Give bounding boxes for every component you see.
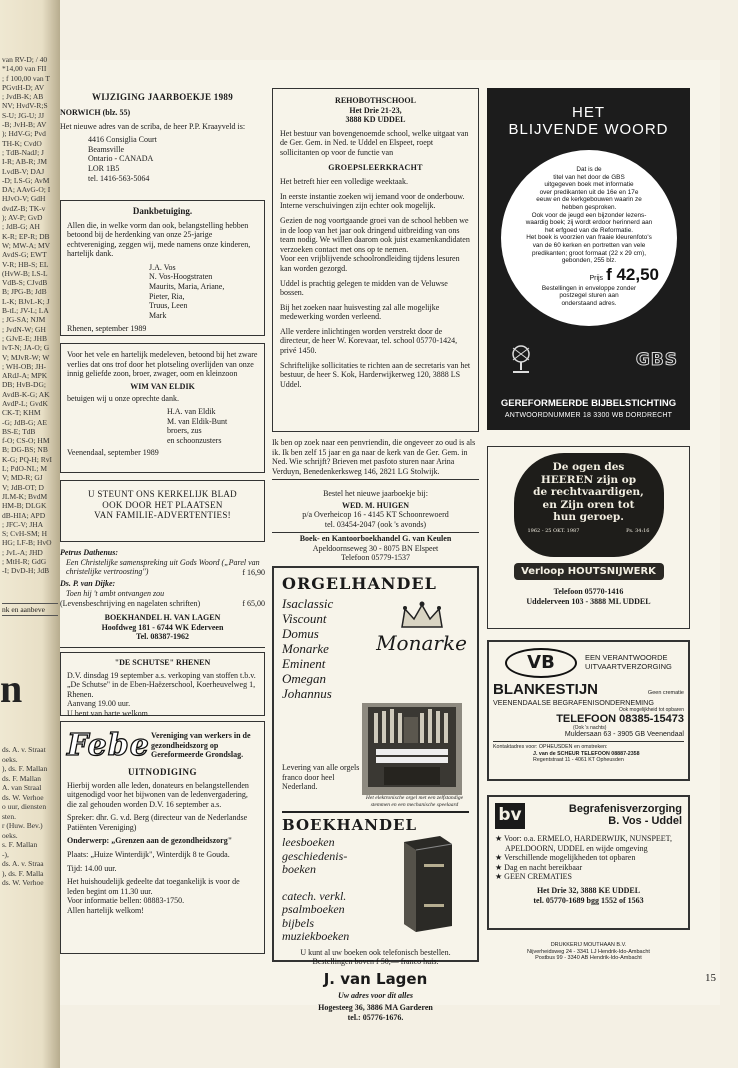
brand: Monarke: [282, 641, 329, 656]
brand: Omegan: [282, 671, 327, 686]
margin-line: ; JvdN-W; GH: [2, 324, 46, 334]
margin-line: VdB-S; CJvdB: [2, 278, 48, 288]
boeken-tel: Tel. 08387-1962: [135, 632, 190, 642]
address-line: tel. 1416-563-5064: [88, 173, 150, 183]
verse-date: 1962 - 25 OKT. 1987: [527, 527, 580, 534]
gbs-ad: [487, 88, 690, 430]
steunt-line: OOK DOOR HET PLAATSEN: [102, 499, 223, 510]
schutse-time: Aanvang 19.00 uur.: [67, 699, 131, 709]
margin-line: van RV-D; / 40: [2, 55, 48, 64]
signature-line: Mark: [149, 310, 167, 320]
margin-line: V; MJvR-W; W: [2, 352, 50, 362]
margin-line: HM-B; DLGK: [2, 501, 47, 511]
vos-ad: [487, 795, 690, 930]
margin-line: W; MW-A; MV: [2, 240, 51, 250]
brand: Johannus: [282, 686, 332, 701]
margin-line: oeks.: [2, 830, 18, 840]
signature-line: H.A. van Eldik: [167, 406, 216, 416]
margin-line: JLM-K; BvdM: [2, 491, 48, 501]
margin-line: ; JvdB-K; AB: [2, 92, 44, 102]
vos-title: Begrafenisverzorging: [568, 803, 682, 815]
signature-line: Pieter, Ria,: [149, 291, 185, 301]
signature-line: broers, zus: [167, 426, 202, 436]
book1-price: f 16,90: [242, 567, 265, 577]
febe-phone: Voor informatie bellen: 08883-1750.: [67, 896, 185, 906]
margin-tail: nk en aanbeve: [2, 603, 58, 616]
book1-desc: Een Christelijke samenspreking uit Gods Woord („Parel van christelijke vertroosting"): [66, 557, 260, 577]
printer-imprint: DRUKKERIJ MOUTHAAN B.V. Nijverheidsweg 24 - 3341 LJ Hendrik-Ido-Ambacht Postbus 99 - 3340 AB Hendrik-Ido-Ambacht: [527, 942, 650, 962]
margin-line: K-R; EP-R; DB: [2, 231, 50, 241]
newspaper-page: [60, 60, 720, 1022]
margin-line: DB; HvB-DG;: [2, 380, 46, 390]
blankestijn-phone-note: (Ook 's nachts): [573, 725, 607, 731]
eldik-place: Veenendaal, september 1989: [67, 448, 159, 458]
houtsnijwerk-tel: Telefoon 05770-1416: [553, 587, 624, 596]
margin-line: AvdS-G; EWT: [2, 250, 47, 260]
gbs-price: f 42,50: [606, 264, 659, 284]
margin-line: sten.: [2, 811, 16, 821]
orgel-delivery: Levering van alle orgels franco door heel Nederland.: [282, 763, 360, 792]
margin-line: ; JG-SA; NJM: [2, 315, 46, 325]
eldik-thanks: betuigen wij u onze oprechte dank.: [67, 394, 179, 404]
book-item: catech. verkl.: [282, 888, 347, 903]
eldik-ad: [60, 343, 265, 473]
gbs-text-line: hebben gesproken.: [561, 203, 617, 211]
margin-line: B; DG-BS; NB: [2, 445, 48, 455]
blankestijn-ad: [487, 640, 690, 781]
gbs-text-line: eeuw en de kerkgebouwen waarin ze: [536, 196, 642, 204]
margin-line: V-R; HB-S; EL: [2, 259, 49, 269]
margin-line: *14,00 van FII: [2, 64, 47, 74]
gbs-text-line: waardig boek; zij wordt erdoor herinnerd aan: [525, 219, 653, 227]
eldik-signature: [167, 407, 258, 445]
orgel-title: ORGELHANDEL: [282, 574, 437, 593]
margin-line: LvdB-V; DAJ: [2, 166, 45, 176]
vos-tel: tel. 05770-1689 bgg 1552 of 1563: [533, 895, 644, 905]
list-item: ★ Verschillende mogelijkheden tot opbaren: [495, 853, 636, 863]
margin-line: ; JvL-A; JHD: [2, 547, 43, 557]
febe-info: Het huishoudelijk gedeelte dat toegankelijk is voor de leden begint om 11.30 uur.: [67, 877, 240, 896]
margin-line: K-G; PQ-H; RvI: [2, 454, 52, 464]
signature-line: M. van Eldik-Bunt: [167, 416, 228, 426]
margin-big-letter: n: [0, 666, 23, 711]
margin-line: oeks.: [2, 754, 18, 764]
verse-line: hun geroep.: [553, 511, 624, 523]
margin-fragments: [2, 55, 58, 576]
gbs-monogram: GBS: [635, 350, 678, 370]
febe-title: UITNODIGING: [127, 767, 197, 777]
febe-spreker: Spreker: dhr. G. v.d. Berg (directeur van de Nederlandse Patiënten Vereniging): [67, 813, 248, 832]
bv-logo: bv: [495, 803, 525, 829]
blankestijn-contact2: J. van de SCHEUR TELEFOON 08887-2358: [533, 750, 640, 757]
huigen-tel: tel. 03454-2047 (ook 's avonds): [324, 519, 427, 529]
address-line: LOR 1B5: [88, 163, 120, 173]
gbs-text-line: over predikanten uit de 16e en 17e: [539, 188, 639, 196]
signature-line: en schoonzusters: [167, 435, 222, 445]
margin-line: ds. A. v. Straa: [2, 859, 44, 868]
boekhandel-title: BOEKHANDEL: [282, 811, 469, 834]
febe-tijd: Tijd: 14.00 uur.: [67, 863, 117, 873]
dank-body: Allen die, in welke vorm dan ook, belangstelling hebben betoond bij de herdenking van onze 25-jarige echtvereniging, zeggen wij, mede namens onze kinderen, hartelijk dank.: [67, 220, 251, 259]
margin-line: TH-K; CvdO: [2, 138, 42, 148]
signature-line: Maurits, Maria, Ariane,: [149, 282, 225, 292]
margin-line: -D; LS-G; AvM: [2, 175, 50, 185]
steunt-line: VAN FAMILIE-ADVERTENTIES!: [94, 510, 231, 520]
vos-addr: Het Drie 32, 3888 KE UDDEL: [536, 885, 641, 895]
gbs-order: Bestellingen in enveloppe zonder postzegel sturen aan onderstaand adres.: [541, 284, 637, 307]
book-item: geschiedenis-: [282, 848, 348, 863]
margin-line: CK-T; KHM: [2, 408, 41, 418]
margin-line: o uur, diensten: [2, 802, 47, 811]
book-item: psalmboeken: [282, 902, 345, 916]
gbs-globe: [501, 150, 677, 326]
book-item: boeken: [282, 862, 316, 876]
list-item: ★ GEEN CREMATIES: [495, 872, 572, 882]
rehoboth-p7: Alle verdere inlichtingen worden verstrekt door de directeur, de heer W. Korevaar, tel. school 05770-1424, privé 1450.: [280, 326, 458, 356]
gbs-addr: ANTWOORDNUMMER 18 3300 WB DORDRECHT: [504, 412, 673, 419]
huigen-ad: [272, 489, 479, 533]
brand: Eminent: [282, 656, 326, 671]
blankestijn-addr: Muldersaan 63 - 3905 GB Veenendaal: [564, 731, 684, 738]
margin-line: dB-HIA; APD: [2, 510, 46, 520]
jaarboekje-intro: Het nieuwe adres van de scriba, de heer P.P. Kraayveld is:: [60, 121, 246, 131]
margin-line: ds. W. Verhoe: [2, 878, 44, 887]
signature-line: N. Vos-Hoogstraten: [149, 272, 213, 282]
houtsnijwerk-addr: Uddelerveen 103 - 3888 ML UDDEL: [526, 596, 651, 606]
schutse-welcome: U bent van harte welkom.: [67, 708, 150, 718]
penvriendin-ad: Ik ben op zoek naar een penvriendin, die ongeveer zo oud is als ik. Ik ben zelf 15 jaar en ga naar de kerk van de Ger. Gem. in Ned. Wie schrijft? Brieven met pasfoto sturen naar Arina Verduyn, Benedenkerksweg 146, 2821 LG Stolwijk.: [272, 438, 479, 480]
margin-line: NV; HvdV-R;S: [2, 101, 48, 111]
globe-stand-icon: [501, 334, 541, 374]
gbs-text-line: gebonden, 255 blz.: [561, 257, 617, 265]
gbs-het: HET: [572, 104, 605, 121]
rehoboth-title: REHOBOTHSCHOOL: [335, 96, 416, 105]
book2-price: f 65,00: [242, 598, 265, 608]
margin-line: lvT-N; JA-O; G: [2, 343, 50, 353]
blankestijn-cremation: Geen crematie: [647, 690, 684, 696]
rehoboth-p2: In eerste instantie zoeken wij iemand voor de onderbouw. Interne verschuivingen zijn echter ook mogelijk.: [280, 191, 465, 211]
list-item: ★ Voor: o.a. ERMELO, HARDERWIJK, NUNSPEET, APELDOORN, UDDEL en wijde omgeving: [495, 834, 672, 853]
organ-image: [362, 703, 462, 795]
margin-line: ); HdV-G; Pvd: [2, 129, 46, 139]
rehoboth-p8: Schriftelijke sollicitaties te richten aan de secretaris van het bestuur, de heer S. Kok, Harderwijkerweg 120, 3888 LS Uddel.: [280, 360, 471, 389]
dank-title: Dankbetuiging.: [132, 206, 193, 216]
margin-line: V; MD-R; GJ: [2, 473, 43, 483]
page-number: 15: [705, 972, 716, 984]
column-1: [60, 92, 265, 183]
febe-tagline: Vereniging van werkers in de gezondheidszorg op Gereformeerde Grondslag.: [151, 731, 251, 760]
verse-line: De ogen des: [552, 461, 625, 473]
rehoboth-p3: Gezien de nog voortgaande groei van de school hebben we in de loop van het jaar ook dringend uitbreiding van ons team nodig. We willen daarom ook juist examenkandidaten verzoeken contact met ons op te nemen.: [280, 215, 470, 254]
monarke-crest: Monarke: [376, 631, 467, 655]
book-item: leesboeken: [282, 835, 335, 849]
verse-line: en Zijn oren tot: [542, 498, 635, 511]
rehoboth-addr2: 3888 KD UDDEL: [345, 115, 406, 125]
margin-line: -),: [2, 849, 9, 859]
gbs-org: GEREFORMEERDE BIJBELSTICHTING: [500, 398, 677, 409]
list-item: ★ Dag en nacht bereikbaar: [495, 862, 583, 872]
febe-welcome: Allen hartelijk welkom!: [67, 906, 144, 916]
margin-line: ; JdB-G; AH: [2, 222, 40, 232]
huigen-addr: p/a Overheicop 16 - 4145 KT Schoonrewoerd: [302, 510, 449, 520]
gbs-title: BLIJVENDE WOORD: [508, 121, 669, 138]
margin-line: ; WH-OB; JH-: [2, 361, 47, 371]
keulen-tel: Telefoon 05779-1537: [341, 553, 410, 563]
steunt-ad: [60, 480, 265, 542]
verse-line: HEEREN zijn op: [540, 473, 637, 486]
address-line: Beamsville: [88, 144, 124, 154]
margin-line: HG; LF-B; HvO: [2, 538, 52, 548]
vos-name: B. Vos - Uddel: [608, 815, 682, 827]
rehoboth-p4: Voor een vrijblijvende schoolrondleiding tijdens lesuren kan worden gezorgd.: [280, 254, 460, 273]
margin-line: S-U; JG-U; JJ: [2, 110, 45, 120]
margin-line: s. F. Mallan: [2, 840, 38, 849]
margin-line: ; f 100,00 van T: [2, 73, 50, 83]
vos-list: [495, 834, 682, 882]
blankestijn-name: BLANKESTIJN: [493, 681, 599, 698]
margin-line: B; JPG-B; JdB: [2, 287, 47, 297]
febe-intro: Hierbij worden alle leden, donateurs en belangstellenden uitgenodigd voor het bijwonen van de ledenvergadering, die zal gehouden worden D.V. 16 september a.s.: [67, 780, 249, 809]
blankestijn-contact1: Kontaktadres voor: OPHEUSDEN en omstreken:: [493, 744, 608, 750]
febe-onderwerp: Onderwerp: „Grenzen aan de gezondheidszorg": [67, 836, 233, 846]
blankestijn-tag2: UITVAARTVERZORGING: [585, 662, 672, 671]
gbs-text-line: Dat is de: [576, 166, 602, 173]
blankestijn-sub: VEENENDAALSE BEGRAFENISONDERNEMING: [493, 698, 654, 707]
margin-fragments-2: [2, 745, 58, 888]
gbs-text-line: titel van het door de GBS: [553, 173, 625, 181]
jaarboekje-address: [88, 135, 265, 183]
margin-line: f-O; CS-O; HM: [2, 436, 50, 446]
eldik-body: Voor het vele en hartelijk medeleven, betoond bij het zware verlies dat ons trof door het plotseling overlijden van onze innig geliefde zoon, broer, zwager, oom en kleinzoon: [67, 350, 258, 379]
eldik-name: WIM VAN ELDIK: [130, 381, 195, 391]
blankestijn-tag1: EEN VERANTWOORDE: [585, 653, 668, 662]
verse-plaque: [514, 453, 664, 557]
brand: Domus: [282, 626, 319, 641]
previous-page-edge: [0, 0, 60, 1068]
margin-line: ARdJ-A; MPK: [2, 371, 48, 381]
gbs-text-line: van de 60 kerken en portretten van vele: [532, 241, 646, 249]
book2-desc: Toen hij 't ambt ontvangen zou: [66, 588, 165, 598]
gbs-price-label: Prijs: [589, 274, 604, 282]
vanlagen-addr: Hogesteeg 36, 3886 MA Garderen: [318, 1003, 433, 1013]
febe-ad: [60, 721, 265, 954]
margin-line: ), ds. F. Mallan: [2, 764, 48, 773]
vb-logo: VB: [505, 648, 577, 678]
margin-line: ds. A. v. Straat: [2, 745, 46, 754]
signature-line: Truus, Leen: [149, 301, 188, 311]
margin-line: B-tL; JV-L; LA: [2, 306, 49, 316]
book2-desc2: (Levensbeschrijving en nagelaten schriften): [60, 598, 201, 608]
book-item: muziekboeken: [282, 929, 350, 943]
margin-line: I-R; AB-R; JM: [2, 157, 48, 167]
houtsnijwerk-ad: [487, 446, 690, 629]
margin-line: L-K; BJvL-K; J: [2, 296, 50, 306]
vanlagen-slogan: Uw adres voor dit alles: [337, 990, 414, 1000]
margin-line: ); AV-P; GvD: [2, 213, 43, 223]
gbs-text-line: predikanten; groot formaat (22 x 29 cm),: [531, 249, 647, 257]
margin-line: ds. F. Mallan: [2, 773, 41, 783]
margin-line: -B; JvH-B; AV: [2, 120, 47, 130]
book1-author: Petrus Dathenus:: [60, 548, 119, 557]
boeken-shop: BOEKHANDEL H. VAN LAGEN: [104, 613, 221, 623]
rehoboth-p1: Het betreft hier een volledige weektaak.: [280, 177, 408, 187]
houtsnijwerk-brand: Verloop HOUTSNIJWERK: [514, 563, 664, 580]
gbs-text-line: uitgegeven boek met informatie: [544, 181, 634, 189]
signature-line: J.A. Vos: [149, 262, 176, 272]
margin-line: AvdP-L; GvdK: [2, 398, 48, 408]
dank-signature: [149, 263, 258, 321]
jaarboekje-sub: NORWICH (blz. 55): [60, 108, 131, 117]
keulen-addr: Apeldoornseweg 30 - 8075 BN Elspeet: [312, 543, 439, 553]
verse-ref: Ps. 34:16: [626, 527, 650, 534]
rehoboth-intro: Het bestuur van bovengenoemde school, welke uitgaat van de Ger. Gem. in Ned. te Uddel en Elspeet, roept sollicitanten op voor de functie van: [280, 128, 469, 157]
margin-line: r (Huw. Bev.): [2, 821, 43, 830]
huigen-name: WED. M. HUIGEN: [341, 500, 410, 510]
margin-line: ; TdB-NadJ; J: [2, 147, 44, 157]
margin-line: DA; AAvG-O; I: [2, 185, 51, 195]
huigen-intro: Bestel het nieuwe jaarboekje bij:: [323, 489, 428, 498]
address-line: 4416 Consiglia Court: [88, 135, 157, 145]
crown-icon: [397, 599, 447, 631]
boeken-ad: [60, 548, 265, 648]
steunt-line: U STEUNT ONS KERKELIJK BLAD: [88, 489, 237, 499]
margin-line: ), ds. F. Malla: [2, 868, 44, 878]
brand: Viscount: [282, 611, 327, 626]
brand: Isaclassic: [282, 596, 334, 611]
keulen-title: Boek- en Kantoorboekhandel G. van Keulen: [299, 534, 452, 543]
rehoboth-addr1: Het Drie 21-23,: [349, 105, 402, 115]
rehoboth-function: GROEPSLEERKRACHT: [328, 162, 423, 172]
margin-line: dvdZ-B; TK-v: [2, 203, 46, 213]
margin-line: -I; DvD-H; JdB: [2, 566, 50, 576]
margin-line: ; GJvE-E; JHB: [2, 333, 47, 343]
dank-place: Rhenen, september 1989: [67, 324, 147, 334]
rehoboth-p6: Bij het zoeken naar huisvesting zal alle mogelijke medewerking worden verleend.: [280, 302, 440, 322]
schutse-title: "DE SCHUTSE" RHENEN: [114, 658, 211, 667]
margin-line: ; MtH-R; GdG: [2, 557, 47, 567]
margin-line: PGvtH-D; AV: [2, 82, 45, 92]
febe-plaats: Plaats: „Huize Winterdijk", Winterdijk 8 te Gouda.: [67, 850, 230, 860]
febe-logo: Febe: [67, 728, 150, 763]
orgel-brands: [282, 596, 374, 701]
boekhandel-order: U kunt al uw boeken ook telefonisch bestellen. Bestellingen boven f 50,— franco huis.: [300, 947, 451, 967]
blankestijn-phone: TELEFOON 08385-15473: [556, 713, 684, 725]
margin-line: S; CvH-SM; H: [2, 529, 48, 539]
blankestijn-sub2: Ook mogelijkheid tot opbaren: [618, 707, 684, 713]
book2-author: Ds. P. van Dijke:: [60, 579, 116, 589]
vanlagen-tel: tel.: 05776-1676.: [347, 1012, 404, 1022]
gbs-text-line: Het boek is voorzien van fraaie kleurenfoto's: [526, 234, 652, 242]
margin-line: BS-E; TdB: [2, 426, 36, 436]
rehoboth-p5: Uddel is prachtig gelegen te midden van de Veluwse bossen.: [280, 278, 448, 298]
jaarboekje-title: WIJZIGING JAARBOEKJE 1989: [91, 92, 234, 102]
margin-line: A. van Straal: [2, 783, 42, 792]
book-item: bijbels: [282, 915, 314, 930]
boeken-addr: Hoofdweg 181 - 6744 WK Ederveen: [101, 622, 224, 632]
book-icon: [392, 834, 464, 934]
gbs-text: [509, 166, 669, 265]
dankbetuiging-ad: [60, 200, 265, 336]
margin-line: AvdB-K-G; AK: [2, 389, 50, 399]
margin-line: ; JFC-V; JHA: [2, 519, 44, 529]
rehobothschool-ad: [272, 88, 479, 432]
blankestijn-contact3: Regentstraat 11 - 4061 KT Opheusden: [533, 757, 624, 763]
organ-caption: Het elektronische orgel met een zelfstandige stemmen en een mechanische speelaard: [365, 795, 464, 808]
orgelhandel-ad: [272, 566, 479, 1022]
margin-line: L; PdO-NL; M: [2, 464, 47, 474]
margin-line: V; JdB-OT; D: [2, 482, 44, 492]
schutse-ad: [60, 652, 265, 716]
keulen-ad: [272, 534, 479, 563]
gbs-text-line: Ook voor de jeugd een bijzonder lezens-: [531, 211, 647, 219]
margin-line: (HvW-B; LS-L: [2, 268, 48, 278]
schutse-body: D.V. dinsdag 19 september a.s. verkoping van stoffen t.b.v. „De Schutse" in de Eben-Haëzerschool, Koerheuvelweg 1, Rhenen.: [67, 670, 256, 699]
margin-line: -G; JdB-G; AE: [2, 417, 47, 427]
margin-line: HJvO-V; GdH: [2, 194, 46, 204]
address-line: Ontario - CANADA: [88, 154, 154, 164]
verse-line: de rechtvaardigen,: [533, 486, 644, 498]
vanlagen-name: J. van Lagen: [323, 969, 428, 988]
boekhandel-items: [282, 836, 392, 944]
gbs-text-line: het erfgoed van de Reformatie.: [544, 226, 634, 234]
margin-line: ds. W. Verhoe: [2, 792, 44, 802]
